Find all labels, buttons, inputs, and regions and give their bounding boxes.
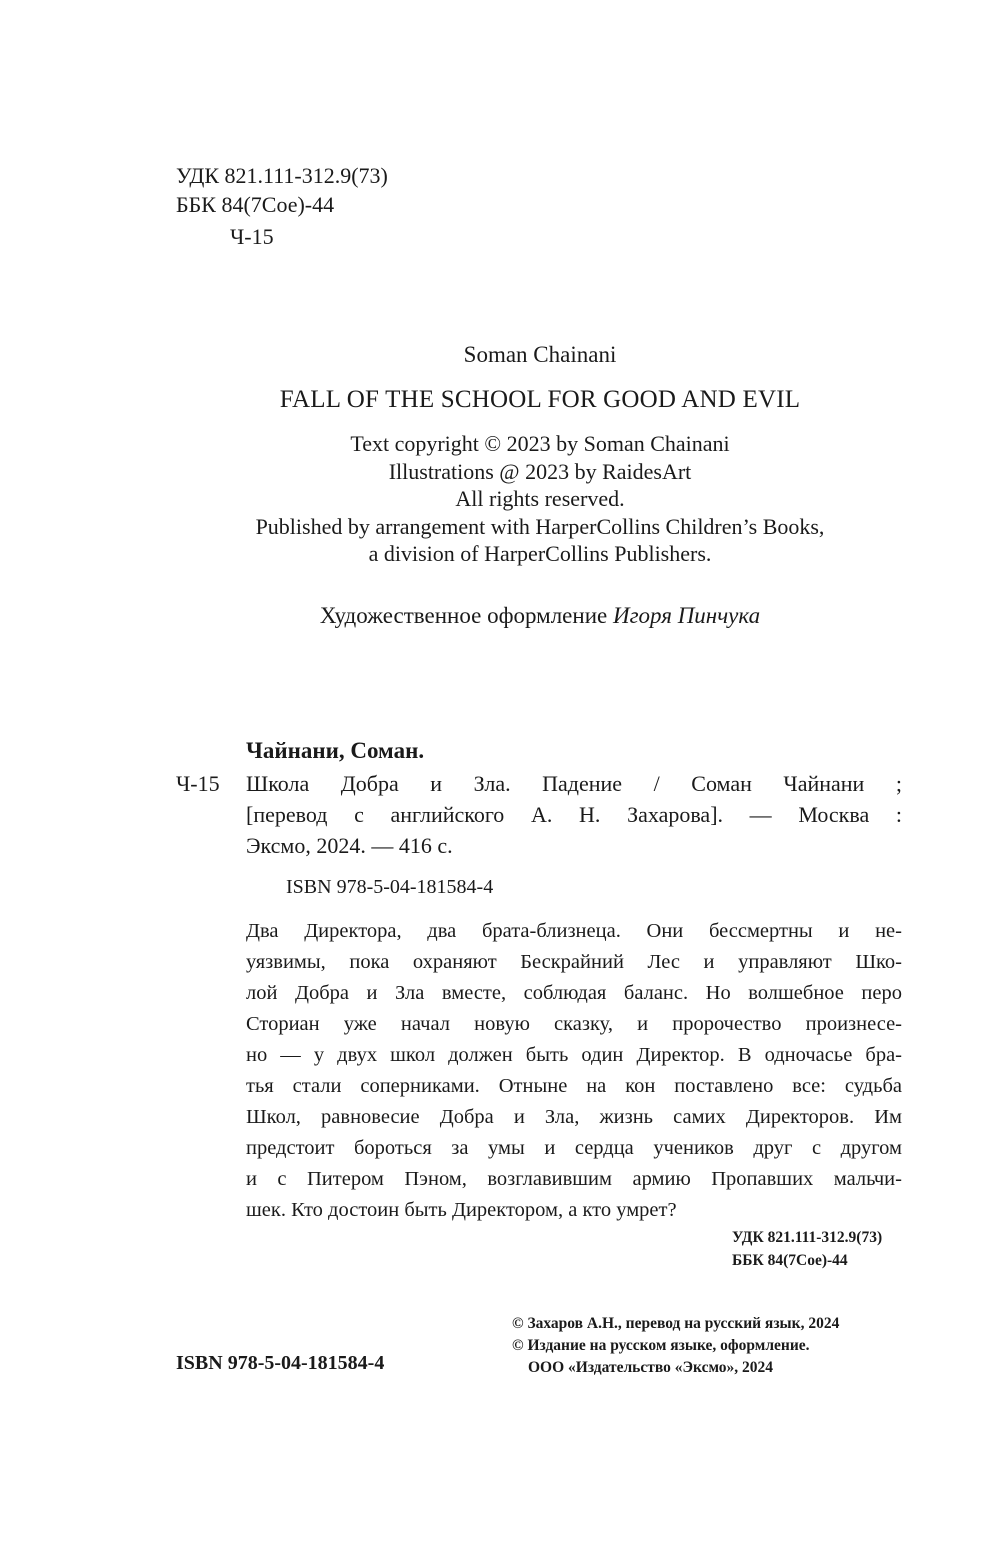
footer-copyright-line: © Издание на русском языке, оформление. <box>512 1337 810 1354</box>
card-udk: УДК 821.111-312.9(73) <box>732 1229 883 1246</box>
card-bbk: ББК 84(7Сое)-44 <box>732 1252 848 1269</box>
annotation-line: лой Добра и Зла вместе, соблюдая баланс. Но волшебное перо <box>246 982 902 1004</box>
annotation-line: уязвимы, пока охраняют Бескрайний Лес и управляют Шко- <box>246 951 902 973</box>
art-credit <box>0 603 1000 629</box>
original-author: Soman Chainani <box>463 342 617 367</box>
footer-copyright <box>512 1313 839 1379</box>
footer-isbn: ISBN 978-5-04-181584-4 <box>176 1352 385 1374</box>
art-credit-label: Художественное оформление <box>319 603 613 628</box>
card-annotation <box>246 916 902 1226</box>
copyright-line: a division of HarperCollins Publishers. <box>368 541 712 566</box>
card-isbn: ISBN 978-5-04-181584-4 <box>286 876 494 898</box>
description-line: Школа Добра и Зла. Падение / Соман Чайнани ; <box>246 771 902 796</box>
annotation-line: Сториан уже начал новую сказку, и пророчество произнесе- <box>246 1013 902 1035</box>
annotation-line: и с Питером Пэном, возглавившим армию Пропавших мальчи- <box>246 1168 902 1190</box>
copyright-line: All rights reserved. <box>455 486 625 511</box>
original-title: FALL OF THE SCHOOL FOR GOOD AND EVIL <box>279 386 801 413</box>
card-classification <box>732 1226 902 1272</box>
footer-copyright-line: © Захаров А.Н., перевод на русский язык, 2024 <box>512 1315 840 1332</box>
copyright-line: Illustrations @ 2023 by RaidesArt <box>388 458 692 484</box>
annotation-line: Два Директора, два брата-близнеца. Они бессмертны и не- <box>246 920 902 942</box>
card-author-mark: Ч-15 <box>176 771 220 796</box>
copyright-line: Text copyright © 2023 by Soman Chainani <box>350 431 730 456</box>
card-description <box>246 768 902 861</box>
annotation-line: шек. Кто достоин быть Директором, а кто умрет? <box>246 1199 677 1221</box>
annotation-line: тья стали соперниками. Отныне на кон поставлено все: судьба <box>246 1075 902 1097</box>
udk-code: УДК 821.111-312.9(73) <box>176 163 388 188</box>
description-line: Эксмо, 2024. — 416 с. <box>246 833 453 858</box>
author-mark: Ч-15 <box>230 224 274 249</box>
description-line: [перевод с английского А. Н. Захарова]. — Москва : <box>246 802 902 827</box>
bbk-code: ББК 84(7Сое)-44 <box>176 192 335 217</box>
footer-copyright-line: ООО «Издательство «Эксмо», 2024 <box>528 1359 774 1376</box>
annotation-line: Школ, равновесие Добра и Зла, жизнь самих Директоров. Им <box>246 1106 902 1128</box>
annotation-line: предстоит бороться за умы и сердца учеников друг с другом <box>246 1137 902 1159</box>
annotation-line: но — у двух школ должен быть один Директор. В одночасье бра- <box>246 1044 902 1066</box>
art-credit-name: Игоря Пинчука <box>612 603 761 628</box>
card-author-heading: Чайнани, Соман. <box>246 738 425 763</box>
copyright-line: Published by arrangement with HarperCollins Children’s Books, <box>255 513 825 539</box>
original-copyright <box>0 430 1000 568</box>
